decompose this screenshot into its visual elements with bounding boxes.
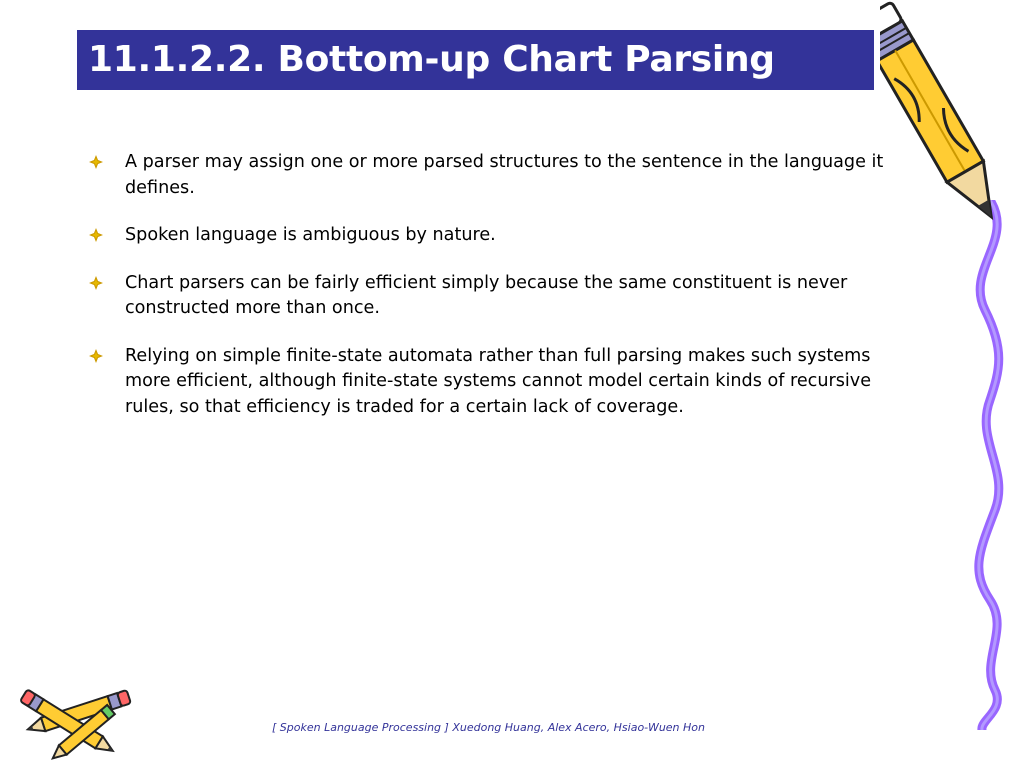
- list-item: [88, 271, 920, 322]
- diamond-bullet-icon: [88, 348, 104, 364]
- title-bar: [77, 30, 874, 90]
- list-item: [88, 344, 920, 421]
- bullet-text: A parser may assign one or more parsed structures to the sentence in the language it defines.: [125, 152, 884, 198]
- diamond-bullet-icon: [88, 154, 104, 170]
- list-item: [88, 223, 920, 249]
- wavy-line-decoration: [960, 200, 1020, 730]
- diamond-bullet-icon: [88, 227, 104, 243]
- page-title: 11.1.2.2. Bottom-up Chart Parsing: [88, 39, 775, 80]
- crossed-pencils-icon: [15, 685, 140, 765]
- pencil-icon: [880, 0, 1024, 250]
- list-item: [88, 150, 920, 201]
- bullet-text: Relying on simple finite-state automata rather than full parsing makes such systems more efficient, although finite-state systems cannot model certain kinds of recursive rules, so that efficiency is traded for a certain lack of coverage.: [125, 345, 872, 417]
- bullet-list: [88, 150, 920, 442]
- diamond-bullet-icon: [88, 275, 104, 291]
- footer-citation: [ Spoken Language Processing ] Xuedong Huang, Alex Acero, Hsiao-Wuen Hon: [272, 721, 706, 734]
- bullet-text: Chart parsers can be fairly efficient simply because the same constituent is never constructed more than once.: [125, 272, 848, 318]
- bullet-text: Spoken language is ambiguous by nature.: [125, 225, 496, 245]
